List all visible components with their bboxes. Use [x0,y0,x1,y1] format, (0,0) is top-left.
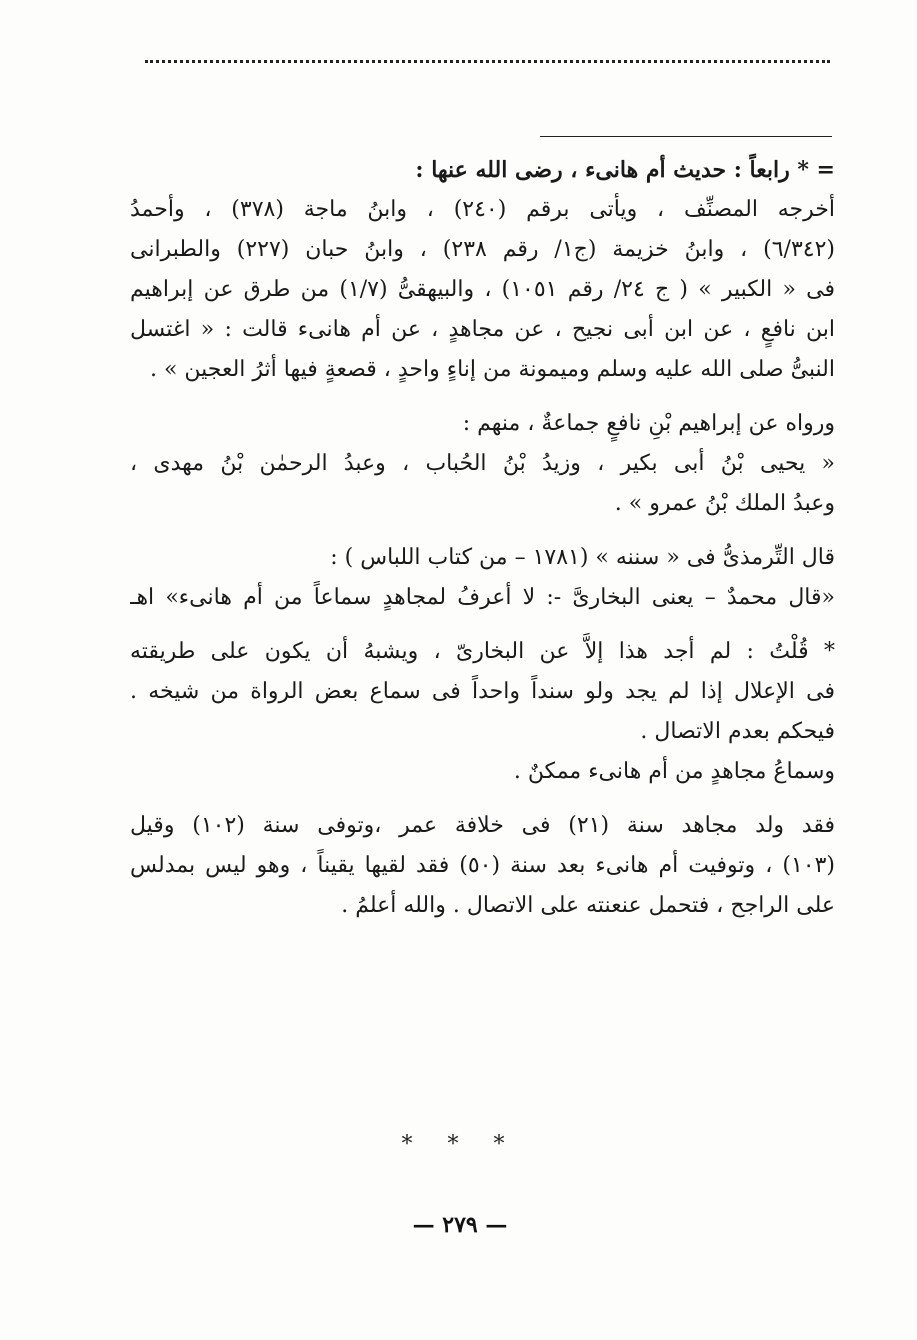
text-line: ابن نافعٍ ، عن ابن أبى نجيح ، عن مجاهدٍ ، عن أم هانىء قالت : « اغتسل [130,317,835,342]
dotted-divider [145,60,830,63]
section-ornament: * * * [401,1132,519,1157]
text-line: وعبدُ الملك بْنُ عمرو » . [614,491,835,516]
text-line: فى الإعلال إذا لم يجد ولو سنداً واحداً فى سماع بعض الرواة من شيخه . [130,679,835,704]
text-line: وسماعُ مجاهدٍ من أم هانىء ممكنٌ . [513,759,835,784]
text-line: أخرجه المصنِّف ، ويأتى برقم (٢٤٠) ، وابنُ ماجة (٣٧٨) ، وأحمدُ [130,197,835,222]
text-line: (٦/٣٤٢) ، وابنُ خزيمة (ج١/ رقم ٢٣٨) ، وابنُ حبان (٢٢٧) والطبرانى [130,237,835,262]
page-number: — ٢٧٩ — [412,1212,508,1238]
footnote-rule [540,136,832,137]
page-body [130,150,835,926]
text-line: «قال محمدٌ – يعنى البخارىَّ -: لا أعرفُ لمجاهدٍ سماعاً من أم هانىء» اهـ [130,585,835,610]
text-line: قال التِّرمذىُّ فى « سننه » (١٧٨١ – من كتاب اللباس ) : [330,545,835,570]
text-line: * قُلْتُ : لم أجد هذا إلاَّ عن البخارىّ ، ويشبهُ أن يكون على طريقته [130,639,835,664]
text-line: على الراجح ، فتحمل عنعنته على الاتصال . والله أعلمُ . [341,893,835,918]
text-line: (١٠٣) ، وتوفيت أم هانىء بعد سنة (٥٠) فقد لقيها يقيناً ، وهو ليس بمدلس [130,853,835,878]
text-line: فى « الكبير » ( ج ٢٤/ رقم ١٠٥١) ، والبيهقىُّ (١/٧) من طرق عن إبراهيم [130,277,835,302]
text-line: النبىُّ صلى الله عليه وسلم وميمونة من إناءٍ واحدٍ ، قصعةٍ فيها أثرُ العجين » . [149,357,835,382]
text-line: فيحكم بعدم الاتصال . [640,719,835,744]
section-heading: = * رابعاً : حديث أم هانىء ، رضى الله عنها : [415,157,835,183]
text-line: فقد ولد مجاهد سنة (٢١) فى خلافة عمر ،وتوفى سنة (١٠٢) وقيل [130,813,835,838]
text-line: ورواه عن إبراهيم بْنِ نافعٍ جماعةٌ ، منهم : [462,411,835,436]
text-line: « يحيى بْنُ أبى بكير ، وزيدُ بْنُ الحُباب ، وعبدُ الرحمٰن بْنُ مهدى ، [130,451,835,476]
